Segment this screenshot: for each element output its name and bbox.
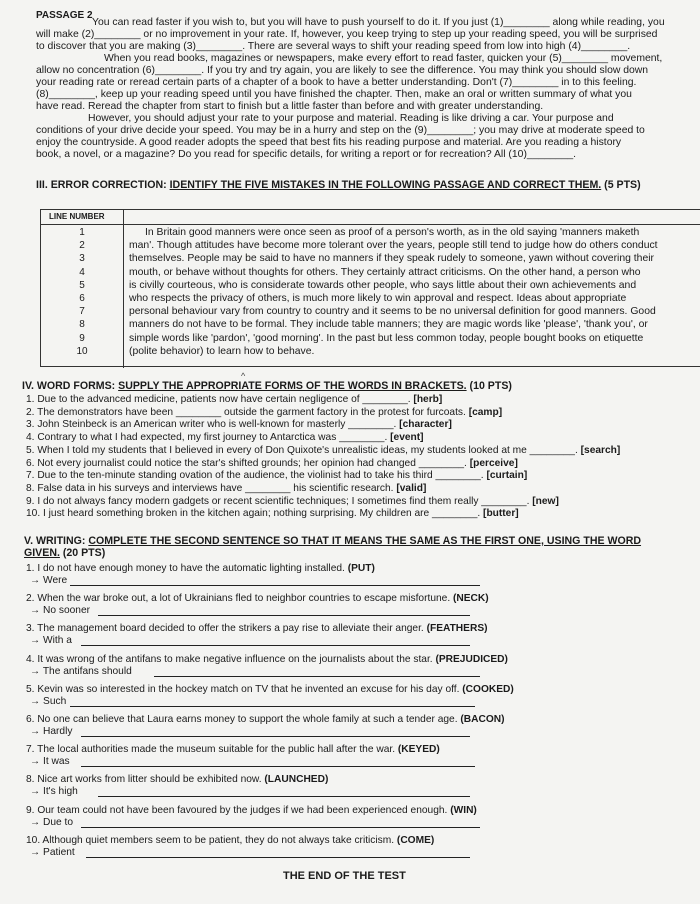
section-5-instruction: COMPLETE THE SECOND SENTENCE SO THAT IT MEANS THE SAME AS THE FIRST ONE, USING THE WORD xyxy=(88,535,642,547)
passage-title: PASSAGE 2 xyxy=(36,10,93,21)
word-form-sentence: 5. When I told my students that I believed in every of Don Quixote's unrealistic ideas, my students looked at me ________. xyxy=(26,444,578,456)
writing-keyword: (KEYED) xyxy=(397,744,440,756)
line-number-header: LINE NUMBER xyxy=(49,212,105,221)
writing-sentence: 7. The local authorities made the museum suitable for the public hall after the war. xyxy=(26,744,396,756)
word-form-item xyxy=(26,394,442,405)
word-form-sentence: 9. I do not always fancy modern gadgets or recent scientific techniques; I sometimes find them really ________. xyxy=(26,495,530,507)
answer-line[interactable] xyxy=(70,585,480,586)
passage-line: However, you should adjust your rate to your purpose and material. Reading is like driving a car. Your purpose and xyxy=(88,113,614,124)
section-4-instruction: SUPPLY THE APPROPRIATE FORMS OF THE WORDS IN BRACKETS. xyxy=(118,380,467,392)
word-form-sentence: 4. Contrary to what I had expected, my first journey to Antarctica was ________. xyxy=(26,432,388,444)
answer-line[interactable] xyxy=(154,676,480,677)
writing-sentence: 1. I do not have enough money to have the automatic lighting installed. xyxy=(26,563,345,574)
writing-question xyxy=(26,563,375,574)
answer-line[interactable] xyxy=(81,736,470,737)
answer-start: → Were xyxy=(30,575,68,586)
answer-start: → Hardly xyxy=(30,726,73,737)
table-row xyxy=(41,346,700,359)
writing-keyword: (PREJUDICED) xyxy=(435,653,508,665)
answer-start: → No sooner xyxy=(30,605,91,617)
section-3-instruction: IDENTIFY THE FIVE MISTAKES IN THE FOLLOWING PASSAGE AND CORRECT THEM. xyxy=(169,179,602,191)
table-row xyxy=(41,293,700,306)
section-5-title-cont xyxy=(24,547,105,559)
word-form-sentence: 3. John Steinbeck is an American writer who is well-known for masterly ________. xyxy=(26,419,397,431)
passage-line: When you read books, magazines or newspapers, make every effort to read faster, quicken your (5)________ movement, xyxy=(104,53,663,64)
word-form-item xyxy=(26,419,452,430)
word-form-hint: [search] xyxy=(580,444,621,456)
passage-line: You can read faster if you wish to, but you will have to push yourself to do it. If you just (1)________ along while reading, you xyxy=(92,17,665,28)
line-number: 2 xyxy=(79,240,85,252)
writing-keyword: (NECK) xyxy=(453,593,489,605)
passage-line: have read. Reread the chapter from start to finish but a little faster than before and with greater understanding. xyxy=(36,101,544,112)
writing-keyword: (COOKED) xyxy=(462,683,514,695)
section-4-points: (10 PTS) xyxy=(466,380,512,392)
error-correction-table xyxy=(40,209,700,367)
writing-question xyxy=(26,744,440,755)
passage-line: will make (2)________ or no improvement in your rate. If, however, you keep trying to step up your reading speed, you will be surprised xyxy=(36,29,658,40)
line-text: themselves. People may be said to have no manners if they speak rudely to someone, yawn without covering their xyxy=(129,253,655,265)
word-form-hint: [camp] xyxy=(468,406,503,418)
word-form-sentence: 7. Due to the ten-minute standing ovation of the audience, the violinist had to take his third ________. xyxy=(26,470,484,482)
table-row xyxy=(41,306,700,319)
word-form-hint: [valid] xyxy=(396,482,427,494)
passage-line: allow no concentration (6)________. If you try and try again, you are likely to see the difference. You may think you should slow down xyxy=(36,65,649,76)
table-row xyxy=(41,227,700,240)
section-5-prefix: V. WRITING: xyxy=(24,535,89,547)
writing-sentence: 10. Although quiet members seem to be patient, they do not always take criticism. xyxy=(26,834,395,846)
answer-line[interactable] xyxy=(70,706,475,707)
answer-line[interactable] xyxy=(86,857,470,858)
word-form-hint: [butter] xyxy=(483,508,519,520)
writing-keyword: (BACON) xyxy=(460,714,505,725)
end-of-test: THE END OF THE TEST xyxy=(283,870,406,882)
answer-line[interactable] xyxy=(98,796,470,797)
line-text: In Britain good manners were once seen as proof of a person's worth, as in the old saying 'manners maketh xyxy=(145,227,640,238)
section-5-instruction-cont: GIVEN. xyxy=(24,547,60,559)
answer-start: → It was xyxy=(30,756,70,768)
word-form-item xyxy=(26,445,620,456)
section-4-prefix: IV. WORD FORMS: xyxy=(22,380,119,392)
answer-start: → The antifans should xyxy=(30,665,132,677)
word-form-hint: [curtain] xyxy=(486,470,528,482)
line-number: 9 xyxy=(79,332,85,344)
passage-line: conditions of your drive decide your speed. You may be in a hurry and step on the (9)________; you may drive at moderate speed to xyxy=(36,125,645,136)
writing-sentence: 6. No one can believe that Laura earns money to support the whole family at such a tender age. xyxy=(26,714,458,725)
passage-line: your reading rate or reread certain parts of a chapter of a book to have a better understanding. Don't (7)________ in to this feeling. xyxy=(36,77,637,88)
table-row xyxy=(41,280,700,293)
line-number: 3 xyxy=(79,253,85,265)
passage-line: enjoy the countryside. A good reader adopts the speed that best fits his reading purpose and material. Are you reading a history xyxy=(36,137,622,148)
section-3-title xyxy=(36,179,641,191)
answer-line[interactable] xyxy=(81,645,470,646)
answer-start: → Patient xyxy=(30,846,75,858)
word-form-sentence: 1. Due to the advanced medicine, patients now have certain negligence of ________. xyxy=(26,394,411,405)
writing-question xyxy=(26,805,477,816)
word-form-hint: [new] xyxy=(532,495,559,507)
word-form-sentence: 2. The demonstrators have been ________ outside the garment factory in the protest for furcoats. xyxy=(26,406,466,418)
line-number: 10 xyxy=(76,345,88,357)
line-number: 5 xyxy=(79,279,85,291)
answer-start: → It's high xyxy=(30,786,78,798)
writing-keyword: (PUT) xyxy=(347,563,375,574)
word-form-sentence: 8. False data in his surveys and interviews have ________ his scientific research. xyxy=(26,482,394,494)
line-number: 6 xyxy=(79,293,85,304)
writing-question xyxy=(26,835,434,846)
word-form-item xyxy=(26,470,527,481)
section-3-points: (5 PTS) xyxy=(601,179,641,191)
caret-mark: ^ xyxy=(241,371,246,381)
passage-line: book, a novel, or a magazine? Do you read for specific details, for writing a report or for recreation? All (10)________. xyxy=(36,149,577,160)
writing-sentence: 4. It was wrong of the antifans to make negative influence on the journalists about the star. xyxy=(26,653,433,665)
answer-start: → Due to xyxy=(30,816,74,828)
section-4-title xyxy=(22,380,512,392)
word-form-item xyxy=(26,407,502,418)
word-form-sentence: 10. I just heard something broken in the kitchen again; nothing surprising. My children are ________. xyxy=(26,508,481,520)
line-text: who respects the privacy of others, is much more likely to win approval and respect. Ideas about appropriate xyxy=(129,293,627,304)
writing-question xyxy=(26,623,488,634)
writing-question xyxy=(26,774,328,785)
writing-question xyxy=(26,654,508,665)
section-3-prefix: III. ERROR CORRECTION: xyxy=(36,179,170,191)
writing-question xyxy=(26,684,514,695)
line-text: man'. Though attitudes have become more tolerant over the years, people still tend to judge how do others conduct xyxy=(129,240,658,252)
line-number: 7 xyxy=(79,306,85,318)
word-form-item xyxy=(26,432,424,443)
writing-sentence: 5. Kevin was so interested in the hockey match on TV that he invented an excuse for his day off. xyxy=(26,683,460,695)
word-form-item xyxy=(26,496,559,507)
line-text: personal behaviour vary from country to country and it seems to be no universal definition for good manners. Good xyxy=(129,306,656,318)
writing-keyword: (COME) xyxy=(396,834,435,846)
word-form-hint: [herb] xyxy=(413,394,443,405)
word-form-hint: [event] xyxy=(390,432,424,444)
answer-start: → With a xyxy=(30,635,72,647)
table-row xyxy=(41,240,700,253)
word-form-item xyxy=(26,458,518,469)
answer-line[interactable] xyxy=(81,766,475,767)
table-header xyxy=(41,210,700,225)
writing-keyword: (FEATHERS) xyxy=(426,623,488,635)
section-5-points: (20 PTS) xyxy=(59,547,106,559)
table-row xyxy=(41,253,700,266)
writing-question xyxy=(26,714,505,725)
writing-sentence: 9. Our team could not have been favoured by the judges if we had been experienced enough. xyxy=(26,804,448,816)
table-row xyxy=(41,267,700,280)
writing-sentence: 8. Nice art works from litter should be exhibited now. xyxy=(26,774,262,786)
word-form-item xyxy=(26,483,426,494)
answer-line[interactable] xyxy=(98,615,470,616)
answer-start: → Such xyxy=(30,695,67,707)
passage-line: (8)________, keep up your reading speed until you have finished the chapter. Then, make an oral or written summary of what you xyxy=(36,89,632,100)
writing-question xyxy=(26,593,489,604)
line-number: 8 xyxy=(79,319,85,331)
passage-line: to discover that you are making (3)________. There are several ways to shift your reading speed from low into high (4)________. xyxy=(36,41,631,52)
line-text: is civilly courteous, who is considerate towards other people, who says little about their own achievements and xyxy=(129,279,637,291)
table-row xyxy=(41,333,700,346)
line-text: simple words like 'pardon', 'good morning'. In the past but less common today, people bought books on etiquette xyxy=(129,332,644,344)
writing-sentence: 3. The management board decided to offer the strikers a pay rise to alleviate their anger. xyxy=(26,623,424,635)
line-text: (polite behavior) to learn how to behave. xyxy=(129,345,315,357)
table-row xyxy=(41,319,700,332)
word-form-hint: [character] xyxy=(399,419,452,431)
word-form-sentence: 6. Not every journalist could notice the star's shifted grounds; her opinion had changed ________. xyxy=(26,457,467,469)
line-number: 1 xyxy=(79,227,85,238)
line-text: manners do not have to be formal. They include table manners; they are magic words like 'please', 'thank you', or xyxy=(129,319,648,331)
line-number: 4 xyxy=(79,266,85,278)
section-5-title xyxy=(24,535,641,547)
answer-line[interactable] xyxy=(81,827,480,828)
writing-keyword: (WIN) xyxy=(450,804,477,816)
word-form-item xyxy=(26,508,519,519)
writing-sentence: 2. When the war broke out, a lot of Ukrainians fled to neighbor countries to escape misfortune. xyxy=(26,593,451,605)
writing-keyword: (LAUNCHED) xyxy=(264,774,329,786)
line-text: mouth, or behave without thoughts for others. They certainly attract criticisms. On the other hand, a person who xyxy=(129,266,641,278)
word-form-hint: [perceive] xyxy=(469,457,518,469)
